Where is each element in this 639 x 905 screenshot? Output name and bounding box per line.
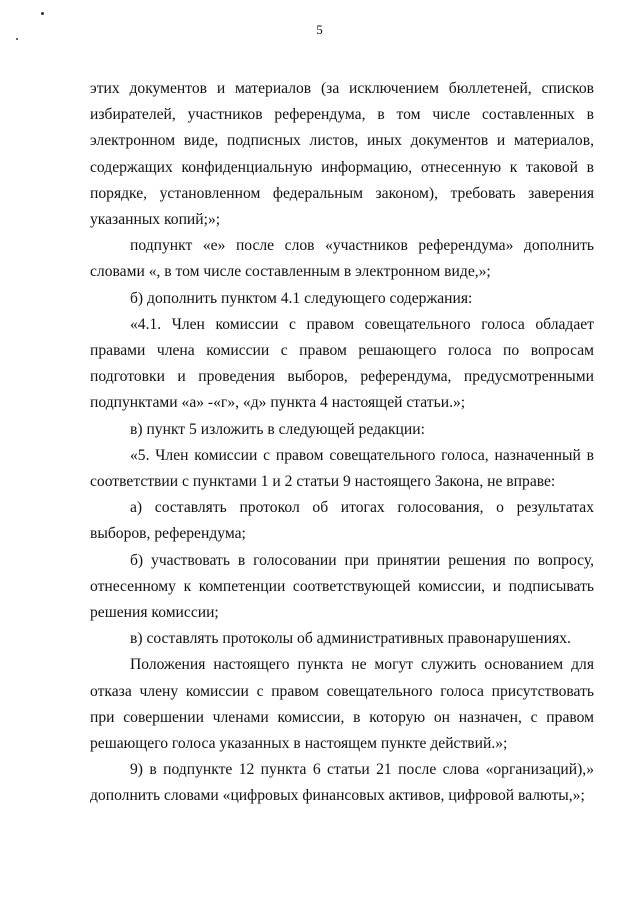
paragraph-item-9: 9) в подпункте 12 пункта 6 статьи 21 после слова «организаций),» дополнить словами «цифровых финансовых активов, цифровой валюты,»;	[90, 761, 594, 805]
paragraph-continuation: этих документов и материалов (за исключением бюллетеней, списков избирателей, участников референдума, в том числе составленных в электронном виде, подписных листов, иных документов и материалов, содержащих конфиденциальную информацию, отнесенную к таковой в порядке, установленном федеральным законом), требовать заверения указанных копий;»;	[90, 80, 594, 229]
scan-speck	[41, 12, 44, 15]
paragraph-item-b: б) дополнить пунктом 4.1 следующего содержания:	[130, 289, 473, 307]
paragraph-provisions: Положения настоящего пункта не могут служить основанием для отказа члену комиссии с правом совещательного голоса присутствовать при совершении членами комиссии, в которую он назначен, с правом решающего голоса указанных в настоящем пункте действий.»;	[90, 656, 594, 753]
paragraph-subitem-v: в) составлять протоколы об административных правонарушениях.	[130, 630, 571, 648]
page-number: 5	[316, 22, 323, 37]
scan-speck	[16, 38, 18, 40]
paragraph-subpoint-e: подпункт «е» после слов «участников референдума» дополнить словами «, в том числе составленным в электронном виде,»;	[90, 237, 594, 281]
document-body	[90, 76, 594, 810]
paragraph-subitem-a: а) составлять протокол об итогах голосования, о результатах выборов, референдума;	[90, 499, 594, 543]
paragraph-point-4-1: «4.1. Член комиссии с правом совещательного голоса обладает правами члена комиссии с правом решающего голоса по вопросам подготовки и проведения выборов, референдума, предусмотренными подпунктами «а» -«г», «д» пункта 4 настоящей статьи.»;	[90, 315, 594, 412]
paragraph-item-v: в) пункт 5 изложить в следующей редакции:	[130, 420, 425, 438]
paragraph-subitem-b: б) участвовать в голосовании при принятии решения по вопросу, отнесенному к компетенции соответствующей комиссии, и подписывать решения комиссии;	[90, 551, 594, 622]
paragraph-point-5: «5. Член комиссии с правом совещательного голоса, назначенный в соответствии с пунктами 1 и 2 статьи 9 настоящего Закона, не вправе:	[90, 446, 594, 491]
